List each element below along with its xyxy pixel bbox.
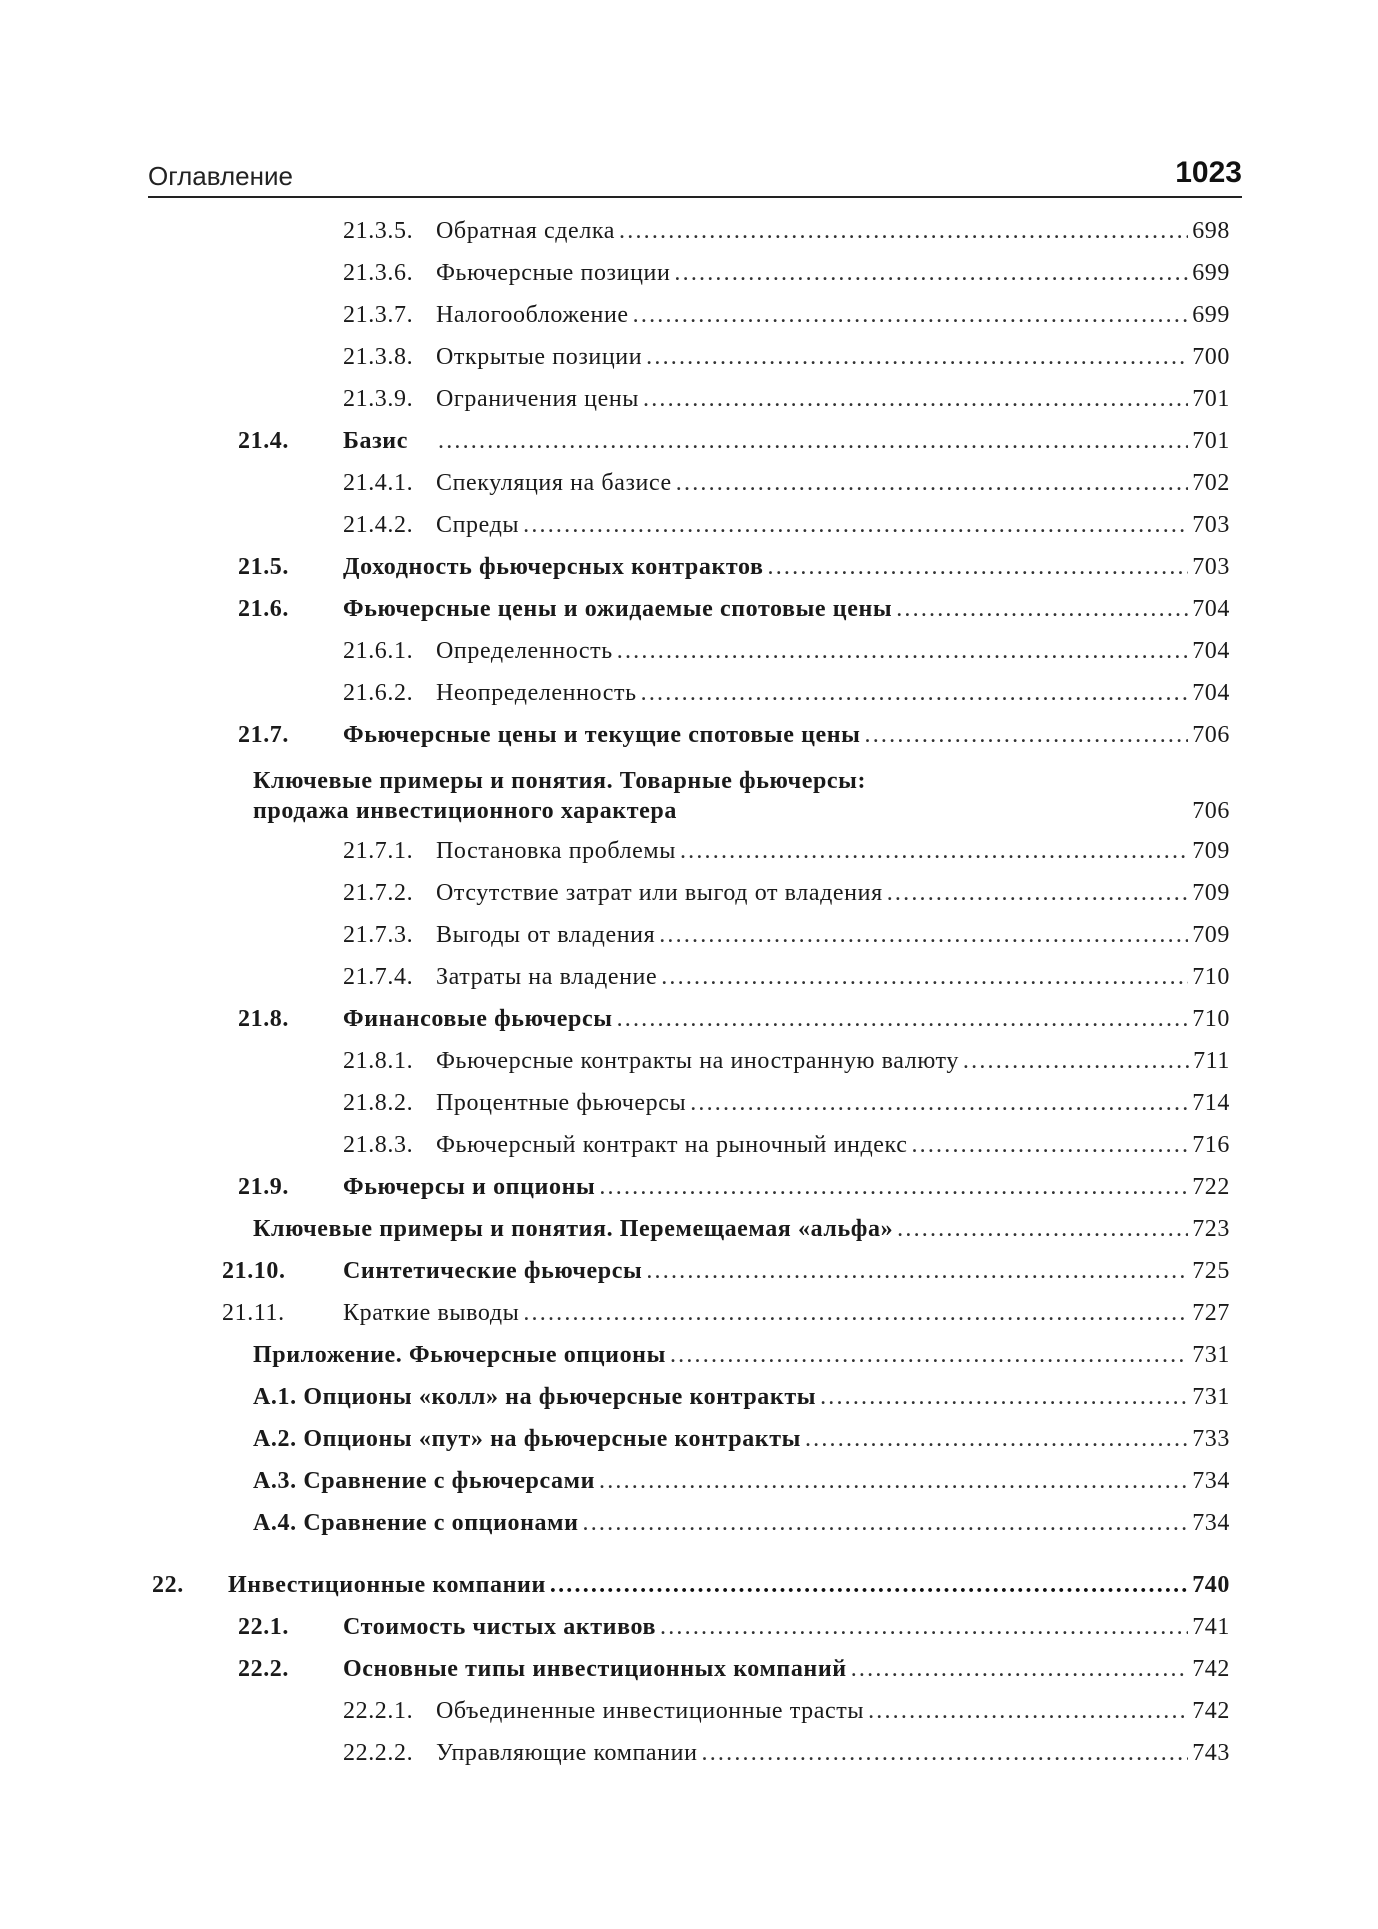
toc-entry-page: 704 <box>1192 638 1230 664</box>
toc-entry-number: 21.8. <box>238 1006 289 1032</box>
toc-chapter-entry[interactable] <box>0 1568 1378 1602</box>
dot-leader <box>887 876 1188 910</box>
toc-entry-title: Спекуляция на базисе <box>436 470 672 496</box>
toc-entry-title: Управляющие компании <box>436 1740 698 1766</box>
toc-entry-title: Базис <box>343 428 408 454</box>
toc-entry-title: Фьючерсный контракт на рыночный индекс <box>436 1132 908 1158</box>
toc-entry-title: Финансовые фьючерсы <box>343 1006 613 1032</box>
toc-entry-number: 21.3.8. <box>343 344 414 370</box>
toc-entry[interactable] <box>253 766 1230 826</box>
toc-entry-title: Налогообложение <box>436 302 629 328</box>
toc-entry-page: 703 <box>1192 512 1230 538</box>
toc-entry-title: А.2. Опционы «пут» на фьючерсные контракты <box>253 1426 801 1452</box>
toc-entry-title: Стоимость чистых активов <box>343 1614 657 1640</box>
toc-entry-number: 22.2.1. <box>343 1698 414 1724</box>
dot-leader <box>768 550 1189 584</box>
toc-entry-number: 21.8.2. <box>343 1090 414 1116</box>
toc-entry-title: А.1. Опционы «колл» на фьючерсные контракты <box>253 1384 817 1410</box>
toc-entry[interactable] <box>0 340 1378 374</box>
toc-entry-title: Ключевые примеры и понятия. Перемещаемая «альфа» <box>253 1216 894 1242</box>
dot-leader <box>633 298 1189 332</box>
dot-leader <box>550 1568 1188 1602</box>
toc-entry[interactable] <box>0 1652 1378 1686</box>
toc-entry[interactable] <box>0 466 1378 500</box>
toc-entry-title: Открытые позиции <box>436 344 643 370</box>
toc-entry-number: 21.10. <box>222 1258 286 1284</box>
dot-leader <box>599 1464 1188 1498</box>
toc-entry-title: Синтетические фьючерсы <box>343 1258 643 1284</box>
toc-entry-page: 700 <box>1192 344 1230 370</box>
toc-entry-page: 698 <box>1192 218 1230 244</box>
toc-entry[interactable] <box>0 550 1378 584</box>
toc-entry[interactable] <box>0 298 1378 332</box>
toc-entry[interactable] <box>0 876 1378 910</box>
toc-entry-page: 734 <box>1192 1468 1230 1494</box>
toc-entry-number: 21.7.1. <box>343 838 414 864</box>
dot-leader <box>676 466 1188 500</box>
toc-entry-page: 710 <box>1192 964 1230 990</box>
toc-entry-page: 731 <box>1192 1342 1230 1368</box>
toc-entry[interactable] <box>0 592 1378 626</box>
toc-entry[interactable] <box>0 834 1378 868</box>
toc-entry[interactable] <box>0 1170 1378 1204</box>
dot-leader <box>641 676 1189 710</box>
toc-entry[interactable] <box>0 256 1378 290</box>
toc-entry-number: 21.11. <box>222 1300 285 1326</box>
toc-entry-title: А.3. Сравнение с фьючерсами <box>253 1468 595 1494</box>
toc-entry[interactable] <box>0 214 1378 248</box>
dot-leader <box>619 214 1188 248</box>
toc-entry-number: 21.3.5. <box>343 218 414 244</box>
toc-entry[interactable] <box>0 1694 1378 1728</box>
dot-leader <box>583 1506 1189 1540</box>
dot-leader <box>680 834 1188 868</box>
dot-leader <box>896 592 1188 626</box>
toc-entry-number: 21.3.7. <box>343 302 414 328</box>
toc-entry-title: А.4. Сравнение с опционами <box>253 1510 579 1536</box>
toc-entry[interactable] <box>0 960 1378 994</box>
toc-entry-page: 716 <box>1192 1132 1230 1158</box>
dot-leader <box>523 508 1188 542</box>
toc-entry-page: 714 <box>1192 1090 1230 1116</box>
toc-entry-title: Выгоды от владения <box>436 922 656 948</box>
toc-entry-page: 731 <box>1192 1384 1230 1410</box>
toc-entry-title: Приложение. Фьючерсные опционы <box>253 1342 666 1368</box>
toc-entry[interactable] <box>0 1422 1378 1456</box>
toc-entry-page: 701 <box>1192 428 1230 454</box>
toc-entry-number: 21.9. <box>238 1174 289 1200</box>
toc-entry[interactable] <box>0 1128 1378 1162</box>
toc-entry-title: Неопределенность <box>436 680 637 706</box>
toc-entry-title: Обратная сделка <box>436 218 616 244</box>
toc-entry-page: 733 <box>1192 1426 1230 1452</box>
toc-entry[interactable] <box>0 424 1378 458</box>
toc-entry-page: 699 <box>1192 302 1230 328</box>
toc-entry-page: 741 <box>1192 1614 1230 1640</box>
dot-leader <box>868 1694 1188 1728</box>
toc-entry-title: Ограничения цены <box>436 386 640 412</box>
toc-entry[interactable] <box>0 382 1378 416</box>
toc-entry[interactable] <box>0 1338 1378 1372</box>
toc-entry-title: Фьючерсы и опционы <box>343 1174 596 1200</box>
toc-entry-number: 21.3.9. <box>343 386 414 412</box>
toc-entry-number: 21.7.4. <box>343 964 414 990</box>
running-head <box>148 152 1242 198</box>
toc-entry-page: 743 <box>1192 1740 1230 1766</box>
toc-entry-number: 22.2.2. <box>343 1740 414 1766</box>
toc-entry-page: 701 <box>1192 386 1230 412</box>
toc-entry-page: 740 <box>1192 1572 1230 1598</box>
toc-entry[interactable] <box>0 1044 1378 1078</box>
toc-entry-page: 704 <box>1192 596 1230 622</box>
toc-entry-number: 21.3.6. <box>343 260 414 286</box>
toc-entry-page: 725 <box>1192 1258 1230 1284</box>
toc-entry-page: 699 <box>1192 260 1230 286</box>
toc-entry-page: 709 <box>1192 922 1230 948</box>
toc-entry-title: Инвестиционные компании <box>228 1572 546 1598</box>
dot-leader <box>660 1610 1188 1644</box>
toc-entry-number: 21.7.3. <box>343 922 414 948</box>
toc-entry-page: 742 <box>1192 1698 1230 1724</box>
dot-leader <box>702 1736 1189 1770</box>
page-number: 1023 <box>1175 156 1242 189</box>
dot-leader <box>617 634 1188 668</box>
dot-leader <box>659 918 1188 952</box>
toc-entry-page: 722 <box>1192 1174 1230 1200</box>
toc-entry[interactable] <box>0 1002 1378 1036</box>
dot-leader <box>851 1652 1188 1686</box>
toc-entry-page: 723 <box>1192 1216 1230 1242</box>
toc-entry-title: Затраты на владение <box>436 964 658 990</box>
toc-entry-page: 702 <box>1192 470 1230 496</box>
toc-entry[interactable] <box>0 1086 1378 1120</box>
dot-leader <box>643 382 1188 416</box>
toc-entry-number: 21.5. <box>238 554 289 580</box>
toc-entry[interactable] <box>0 918 1378 952</box>
toc-entry-title: Краткие выводы <box>343 1300 520 1326</box>
dot-leader <box>820 1380 1188 1414</box>
toc-entry-number: 21.6.2. <box>343 680 414 706</box>
toc-entry-number: 21.6.1. <box>343 638 414 664</box>
dot-leader <box>690 1086 1188 1120</box>
toc-entry-page: 709 <box>1192 880 1230 906</box>
toc-entry-page: 709 <box>1192 838 1230 864</box>
toc-entry-number: 22. <box>152 1572 184 1598</box>
dot-leader <box>674 256 1188 290</box>
toc-entry-number: 21.8.1. <box>343 1048 414 1074</box>
toc-entry[interactable] <box>0 634 1378 668</box>
toc-entry[interactable] <box>0 1736 1378 1770</box>
dot-leader <box>646 340 1188 374</box>
toc-entry-title: Процентные фьючерсы <box>436 1090 687 1116</box>
dot-leader <box>646 1254 1188 1288</box>
toc-entry-title: Фьючерсные цены и текущие спотовые цены <box>343 722 861 748</box>
toc-entry-number: 21.6. <box>238 596 289 622</box>
toc-entry-page: 734 <box>1192 1510 1230 1536</box>
toc-entry-number: 22.2. <box>238 1656 289 1682</box>
toc-entry[interactable] <box>0 1610 1378 1644</box>
toc-entry-title: Объединенные инвестиционные трасты <box>436 1698 865 1724</box>
toc-entry-number: 21.7.2. <box>343 880 414 906</box>
dot-leader <box>438 424 1188 458</box>
toc-entry-title: Спреды <box>436 512 520 538</box>
toc-entry-number: 21.7. <box>238 722 289 748</box>
toc-entry[interactable] <box>0 1506 1378 1540</box>
toc-entry[interactable] <box>0 1380 1378 1414</box>
toc-entry-title: Постановка проблемы <box>436 838 676 864</box>
toc-entry-title-line1: Ключевые примеры и понятия. Товарные фьючерсы: <box>253 768 867 794</box>
toc-entry-page: 711 <box>1193 1048 1230 1074</box>
toc-entry-title-line2: продажа инвестиционного характера <box>253 798 677 824</box>
toc-entry-page: 727 <box>1192 1300 1230 1326</box>
dot-leader <box>670 1338 1188 1372</box>
toc-entry[interactable] <box>0 1464 1378 1498</box>
dot-leader <box>617 1002 1189 1036</box>
toc-entry-title: Основные типы инвестиционных компаний <box>343 1656 847 1682</box>
dot-leader <box>911 1128 1188 1162</box>
toc-entry-number: 21.4. <box>238 428 289 454</box>
running-head-title: Оглавление <box>148 161 293 191</box>
toc-entry-page: 742 <box>1192 1656 1230 1682</box>
toc-entry-number: 21.4.1. <box>343 470 414 496</box>
dot-leader <box>805 1422 1188 1456</box>
dot-leader <box>897 1212 1188 1246</box>
toc-entry-title: Доходность фьючерсных контрактов <box>343 554 764 580</box>
dot-leader <box>865 718 1189 752</box>
toc-entry[interactable] <box>0 1254 1378 1288</box>
toc-entry-page: 710 <box>1192 1006 1230 1032</box>
toc-entry-title: Определенность <box>436 638 613 664</box>
toc-entry-number: 21.8.3. <box>343 1132 414 1158</box>
toc-entry[interactable] <box>0 1296 1378 1330</box>
toc-entry-page: 704 <box>1192 680 1230 706</box>
toc-entry-page: 706 <box>1192 722 1230 748</box>
toc-entry[interactable] <box>0 676 1378 710</box>
dot-leader <box>661 960 1188 994</box>
toc-entry-title: Фьючерсные цены и ожидаемые спотовые цены <box>343 596 893 622</box>
toc-entry-title: Фьючерсные контракты на иностранную валюту <box>436 1048 959 1074</box>
dot-leader <box>599 1170 1188 1204</box>
toc-entry-title: Фьючерсные позиции <box>436 260 671 286</box>
toc-entry-title: Отсутствие затрат или выгод от владения <box>436 880 883 906</box>
toc-entry-number: 21.4.2. <box>343 512 414 538</box>
toc-entry-number: 22.1. <box>238 1614 289 1640</box>
toc-entry-page: 703 <box>1192 554 1230 580</box>
toc-entry[interactable] <box>0 718 1378 752</box>
toc-entry[interactable] <box>0 1212 1378 1246</box>
dot-leader <box>523 1296 1188 1330</box>
toc-entry[interactable] <box>0 508 1378 542</box>
dot-leader <box>963 1044 1189 1078</box>
toc-entry-page: 706 <box>1192 798 1230 824</box>
